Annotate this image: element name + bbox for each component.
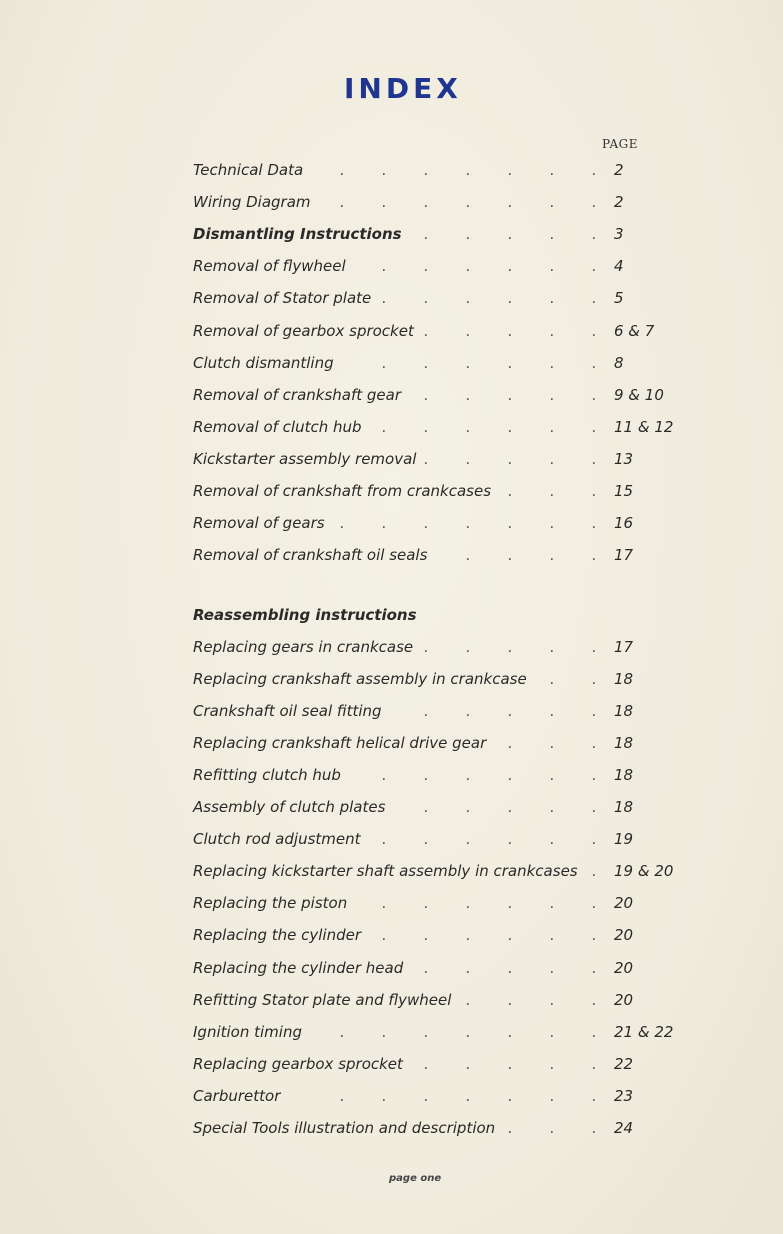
dot-leader: .	[508, 385, 513, 404]
index-entry	[193, 159, 753, 181]
dot-leader: .	[340, 1086, 345, 1105]
index-entry	[193, 668, 753, 690]
dot-leader: .	[466, 638, 471, 656]
entry-title: Wiring Diagram	[193, 193, 311, 212]
entry-title: Clutch rod adjustment	[193, 830, 361, 849]
dot-leader: .	[550, 670, 555, 689]
entry-title: Replacing gears in crankcase	[193, 638, 414, 656]
dot-leader: .	[550, 958, 555, 977]
dot-leader: .	[424, 702, 429, 721]
entry-title: Replacing kickstarter shaft assembly in crankcases	[193, 862, 578, 881]
index-entry	[193, 796, 753, 818]
entry-page: 16	[614, 514, 634, 533]
dot-leader: .	[466, 225, 471, 244]
index-entry	[193, 1021, 753, 1043]
dot-leader: .	[424, 766, 429, 785]
dot-leader: .	[508, 638, 513, 656]
dot-leader: .	[424, 514, 429, 533]
index-entry	[193, 636, 753, 658]
entry-page: 20	[614, 926, 634, 945]
dot-leader: .	[550, 161, 555, 179]
dot-leader: .	[550, 482, 555, 500]
dot-leader: .	[466, 385, 471, 404]
dot-leader: .	[508, 546, 513, 565]
entry-page: 18	[614, 734, 634, 753]
dot-leader: .	[550, 798, 555, 817]
dot-leader: .	[466, 1086, 471, 1105]
dot-leader: .	[466, 1054, 471, 1073]
dot-leader: .	[550, 385, 555, 404]
index-entry	[193, 320, 753, 342]
dot-leader: .	[592, 514, 597, 533]
dot-leader: .	[550, 766, 555, 785]
dot-leader: .	[508, 1086, 513, 1105]
dot-leader: .	[508, 1118, 513, 1137]
entry-page: 23	[614, 1086, 634, 1105]
entry-page: 18	[614, 702, 634, 721]
dot-leader: .	[550, 1118, 555, 1137]
dot-leader: .	[466, 830, 471, 849]
dot-leader: .	[592, 257, 597, 276]
entry-title: Refitting clutch hub	[193, 766, 341, 785]
dot-leader: .	[592, 830, 597, 849]
dot-leader: .	[466, 257, 471, 276]
dot-leader: .	[550, 990, 555, 1009]
entry-page: 3	[614, 225, 624, 244]
entry-title: Replacing the cylinder head	[193, 958, 404, 977]
dot-leader: .	[508, 798, 513, 817]
dot-leader: .	[340, 514, 345, 533]
dot-leader: .	[592, 798, 597, 817]
page-title: INDEX	[344, 72, 462, 105]
dot-leader: .	[592, 482, 597, 500]
dot-leader: .	[424, 321, 429, 340]
dot-leader: .	[508, 514, 513, 533]
dot-leader: .	[382, 514, 387, 533]
dot-leader: .	[424, 193, 429, 212]
entry-page: 18	[614, 670, 634, 689]
dot-leader: .	[508, 482, 513, 500]
dot-leader: .	[508, 289, 513, 308]
dot-leader: .	[592, 702, 597, 721]
index-entry	[193, 416, 753, 438]
entry-page: 19	[614, 830, 634, 849]
dot-leader: .	[382, 926, 387, 945]
dot-leader: .	[592, 926, 597, 945]
entry-title: Crankshaft oil seal fitting	[193, 702, 382, 721]
dot-leader: .	[466, 894, 471, 913]
entry-title: Replacing the piston	[193, 894, 348, 913]
entry-page: 20	[614, 958, 634, 977]
index-entry	[193, 512, 753, 534]
dot-leader: .	[550, 225, 555, 244]
dot-leader: .	[424, 449, 429, 468]
dot-leader: .	[424, 225, 429, 244]
index-entry	[193, 448, 753, 470]
index-entry	[193, 191, 753, 213]
index-entry	[193, 544, 753, 566]
dot-leader: .	[466, 546, 471, 565]
index-entry	[193, 480, 753, 502]
index-entry	[193, 1117, 753, 1139]
dot-leader: .	[466, 702, 471, 721]
dot-leader: .	[550, 321, 555, 340]
entry-title: Replacing the cylinder	[193, 926, 362, 945]
entry-page: 11 & 12	[614, 417, 674, 436]
dot-leader: .	[382, 766, 387, 785]
page-column-header: PAGE	[602, 137, 638, 151]
index-entry	[193, 828, 753, 850]
entry-title: Dismantling Instructions	[193, 225, 402, 244]
dot-leader: .	[508, 225, 513, 244]
dot-leader: .	[550, 514, 555, 533]
dot-leader: .	[340, 193, 345, 212]
dot-leader: .	[508, 1054, 513, 1073]
entry-title: Kickstarter assembly removal	[193, 449, 417, 468]
dot-leader: .	[466, 766, 471, 785]
dot-leader: .	[466, 449, 471, 468]
dot-leader: .	[592, 225, 597, 244]
dot-leader: .	[508, 894, 513, 913]
dot-leader: .	[508, 193, 513, 212]
dot-leader: .	[508, 321, 513, 340]
dot-leader: .	[424, 638, 429, 656]
dot-leader: .	[424, 257, 429, 276]
entry-page: 17	[614, 638, 634, 656]
dot-leader: .	[466, 161, 471, 179]
entry-title: Removal of clutch hub	[193, 417, 362, 436]
dot-leader: .	[592, 193, 597, 212]
entry-page: 2	[614, 161, 624, 179]
dot-leader: .	[466, 321, 471, 340]
dot-leader: .	[592, 1054, 597, 1073]
dot-leader: .	[550, 734, 555, 753]
dot-leader: .	[508, 830, 513, 849]
dot-leader: .	[466, 193, 471, 212]
dot-leader: .	[592, 766, 597, 785]
dot-leader: .	[592, 958, 597, 977]
dot-leader: .	[466, 514, 471, 533]
dot-leader: .	[592, 353, 597, 372]
section-heading-reassembling	[193, 604, 753, 626]
dot-leader: .	[592, 417, 597, 436]
dot-leader: .	[466, 289, 471, 308]
dot-leader: .	[550, 1054, 555, 1073]
dot-leader: .	[592, 734, 597, 753]
entry-title: Technical Data	[193, 161, 304, 179]
dot-leader: .	[382, 289, 387, 308]
index-entry	[193, 764, 753, 786]
entry-page: 2	[614, 193, 624, 212]
dot-leader: .	[424, 798, 429, 817]
index-entry	[193, 700, 753, 722]
dot-leader: .	[382, 193, 387, 212]
entry-title: Replacing crankshaft assembly in crankcase	[193, 670, 527, 689]
entry-title: Assembly of clutch plates	[193, 798, 386, 817]
dot-leader: .	[508, 353, 513, 372]
dot-leader: .	[508, 257, 513, 276]
dot-leader: .	[508, 958, 513, 977]
entry-title: Carburettor	[193, 1086, 281, 1105]
dot-leader: .	[550, 289, 555, 308]
entry-title: Removal of gearbox sprocket	[193, 321, 414, 340]
dot-leader: .	[424, 417, 429, 436]
entry-title: Removal of crankshaft gear	[193, 385, 402, 404]
entry-title: Replacing gearbox sprocket	[193, 1054, 403, 1073]
dot-leader: .	[550, 546, 555, 565]
dot-leader: .	[550, 257, 555, 276]
dot-leader: .	[466, 990, 471, 1009]
dot-leader: .	[424, 1086, 429, 1105]
entry-page: 8	[614, 353, 624, 372]
dot-leader: .	[424, 1022, 429, 1041]
dot-leader: .	[508, 990, 513, 1009]
dot-leader: .	[382, 830, 387, 849]
entry-title: Removal of gears	[193, 514, 325, 533]
dot-leader: .	[550, 894, 555, 913]
entry-page: 18	[614, 798, 634, 817]
dot-leader: .	[508, 926, 513, 945]
dot-leader: .	[466, 417, 471, 436]
dot-leader: .	[592, 1086, 597, 1105]
index-entry	[193, 1085, 753, 1107]
index-entry	[193, 957, 753, 979]
entry-page: 19 & 20	[614, 862, 674, 881]
dot-leader: .	[424, 289, 429, 308]
index-entry	[193, 860, 753, 882]
index-entry	[193, 924, 753, 946]
dot-leader: .	[592, 321, 597, 340]
dot-leader: .	[340, 161, 345, 179]
index-entry	[193, 384, 753, 406]
dot-leader: .	[550, 417, 555, 436]
dot-leader: .	[424, 1054, 429, 1073]
entry-page: 6 & 7	[614, 321, 655, 340]
entry-title: Removal of crankshaft from crankcases	[193, 482, 492, 500]
section-heading-text: Reassembling instructions	[193, 606, 417, 624]
index-entry	[193, 287, 753, 309]
entry-page: 17	[614, 546, 634, 565]
dot-leader: .	[592, 449, 597, 468]
dot-leader: .	[592, 1118, 597, 1137]
dot-leader: .	[592, 894, 597, 913]
entry-page: 9 & 10	[614, 385, 664, 404]
dot-leader: .	[592, 385, 597, 404]
index-entry	[193, 892, 753, 914]
dot-leader: .	[592, 638, 597, 656]
dot-leader: .	[508, 734, 513, 753]
index-entry	[193, 223, 753, 245]
entry-title: Refitting Stator plate and flywheel	[193, 990, 452, 1009]
entry-page: 20	[614, 990, 634, 1009]
dot-leader: .	[592, 289, 597, 308]
index-entry	[193, 989, 753, 1011]
dot-leader: .	[424, 353, 429, 372]
dot-leader: .	[550, 830, 555, 849]
index-entry	[193, 255, 753, 277]
dot-leader: .	[592, 161, 597, 179]
dot-leader: .	[550, 193, 555, 212]
dot-leader: .	[382, 1022, 387, 1041]
page-footer: page one	[389, 1173, 442, 1184]
entry-title: Removal of Stator plate	[193, 289, 372, 308]
dot-leader: .	[466, 1022, 471, 1041]
dot-leader: .	[424, 161, 429, 179]
dot-leader: .	[550, 638, 555, 656]
dot-leader: .	[592, 670, 597, 689]
dot-leader: .	[508, 702, 513, 721]
dot-leader: .	[592, 862, 597, 881]
entry-title: Removal of flywheel	[193, 257, 346, 276]
dot-leader: .	[508, 417, 513, 436]
entry-page: 22	[614, 1054, 634, 1073]
dot-leader: .	[508, 449, 513, 468]
dot-leader: .	[592, 1022, 597, 1041]
dot-leader: .	[592, 546, 597, 565]
dot-leader: .	[550, 702, 555, 721]
entry-page: 21 & 22	[614, 1022, 674, 1041]
dot-leader: .	[424, 385, 429, 404]
index-entry	[193, 1053, 753, 1075]
dot-leader: .	[550, 449, 555, 468]
entry-title: Replacing crankshaft helical drive gear	[193, 734, 487, 753]
entry-page: 24	[614, 1118, 634, 1137]
dot-leader: .	[550, 1086, 555, 1105]
dot-leader: .	[340, 1022, 345, 1041]
dot-leader: .	[508, 161, 513, 179]
dot-leader: .	[466, 958, 471, 977]
dot-leader: .	[424, 958, 429, 977]
dot-leader: .	[550, 353, 555, 372]
entry-title: Special Tools illustration and description	[193, 1118, 496, 1137]
dot-leader: .	[424, 894, 429, 913]
dot-leader: .	[508, 1022, 513, 1041]
dot-leader: .	[382, 353, 387, 372]
entry-title: Clutch dismantling	[193, 353, 334, 372]
dot-leader: .	[382, 161, 387, 179]
entry-page: 4	[614, 257, 624, 276]
dot-leader: .	[550, 926, 555, 945]
entry-title: Removal of crankshaft oil seals	[193, 546, 428, 565]
dot-leader: .	[466, 353, 471, 372]
dot-leader: .	[382, 257, 387, 276]
dot-leader: .	[424, 926, 429, 945]
dot-leader: .	[424, 830, 429, 849]
dot-leader: .	[550, 1022, 555, 1041]
entry-title: Ignition timing	[193, 1022, 302, 1041]
dot-leader: .	[382, 417, 387, 436]
dot-leader: .	[382, 1086, 387, 1105]
dot-leader: .	[508, 766, 513, 785]
entry-page: 5	[614, 289, 624, 308]
entry-page: 20	[614, 894, 634, 913]
index-entry	[193, 352, 753, 374]
dot-leader: .	[592, 990, 597, 1009]
entry-page: 18	[614, 766, 634, 785]
entry-page: 13	[614, 449, 634, 468]
index-entry	[193, 732, 753, 754]
dot-leader: .	[382, 894, 387, 913]
entry-page: 15	[614, 482, 634, 500]
dot-leader: .	[466, 798, 471, 817]
dot-leader: .	[466, 926, 471, 945]
